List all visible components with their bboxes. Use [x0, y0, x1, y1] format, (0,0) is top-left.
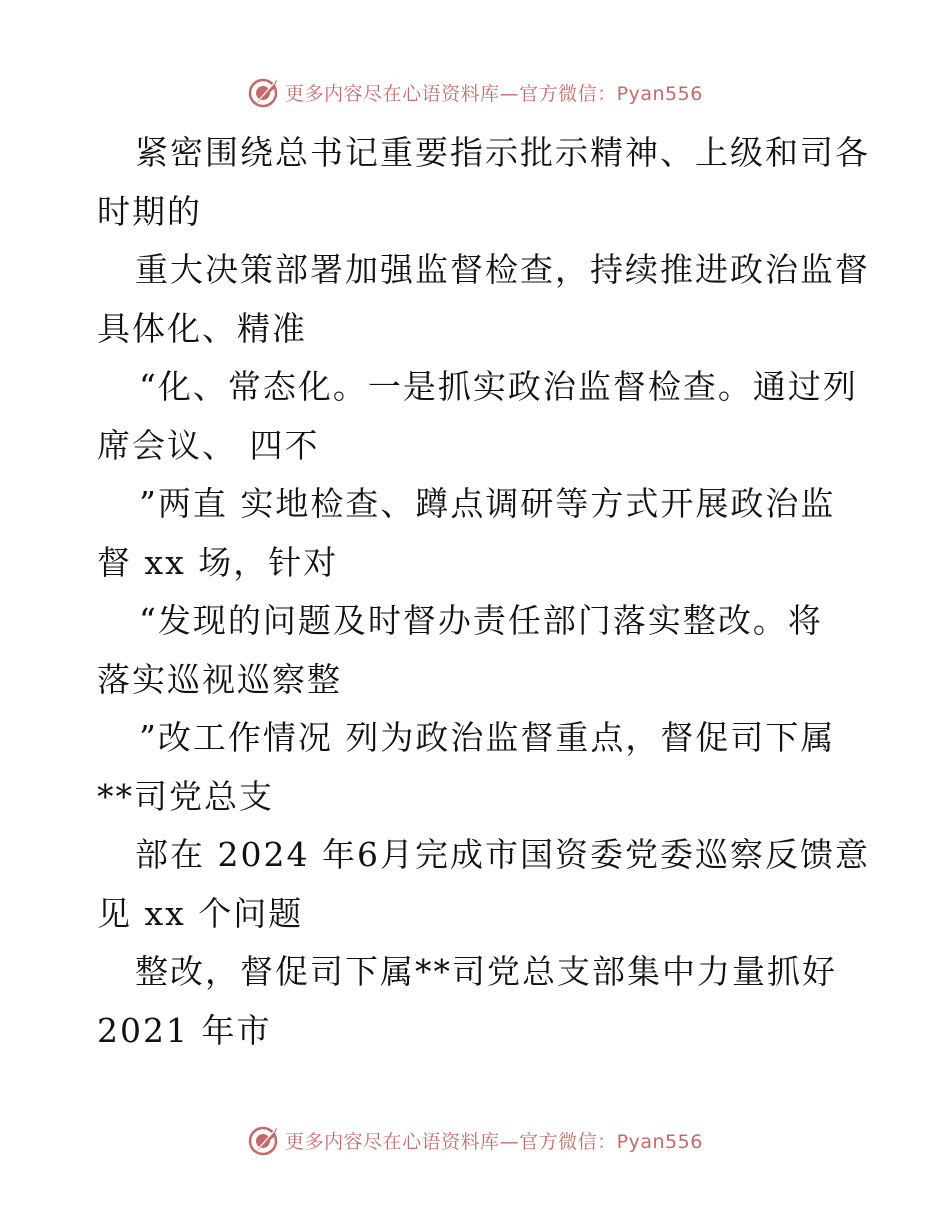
body-line: ”改工作情况 列为政治监督重点，督促司下属 [139, 718, 836, 757]
body-line: 席会议、 四不 [97, 425, 320, 465]
body-line: 重大决策部署加强监督检查，持续推进政治监督 [135, 250, 870, 289]
quill-logo-icon [247, 75, 281, 109]
body-line: ”两直 实地检查、蹲点调研等方式开展政治监 [139, 484, 836, 523]
body-line: 督 xx 场，针对 [97, 542, 339, 582]
footer-watermark-group [247, 1123, 703, 1157]
body-line: 紧密围绕总书记重要指示批示精神、上级和司各 [135, 133, 870, 172]
body-line: 时期的 [97, 191, 202, 231]
body-line: 整改，督促司下属**司党总支部集中力量抓好 [135, 952, 837, 991]
body-line: 落实巡视巡察整 [97, 659, 342, 699]
footer-watermark-text: 更多内容尽在心语资料库—官方微信：Pyan556 [285, 1130, 703, 1153]
header-watermark-group [247, 75, 703, 109]
quill-logo-icon [247, 1123, 281, 1157]
header-watermark-text: 更多内容尽在心语资料库—官方微信：Pyan556 [285, 82, 703, 105]
body-line: **司党总支 [97, 776, 274, 816]
body-line: 见 xx 个问题 [97, 893, 304, 933]
body-line: 部在 2024 年6月完成市国资委党委巡察反馈意 [135, 835, 870, 874]
header-watermark [0, 72, 950, 112]
footer-watermark [0, 1120, 950, 1160]
body-line: “发现的问题及时督办责任部门落实整改。将 [139, 601, 823, 640]
document-body [97, 124, 870, 1060]
body-line: “化、常态化。一是抓实政治监督检查。通过列 [139, 367, 858, 406]
body-line: 2021 年市 [97, 1010, 272, 1050]
body-line: 具体化、精准 [97, 308, 307, 348]
